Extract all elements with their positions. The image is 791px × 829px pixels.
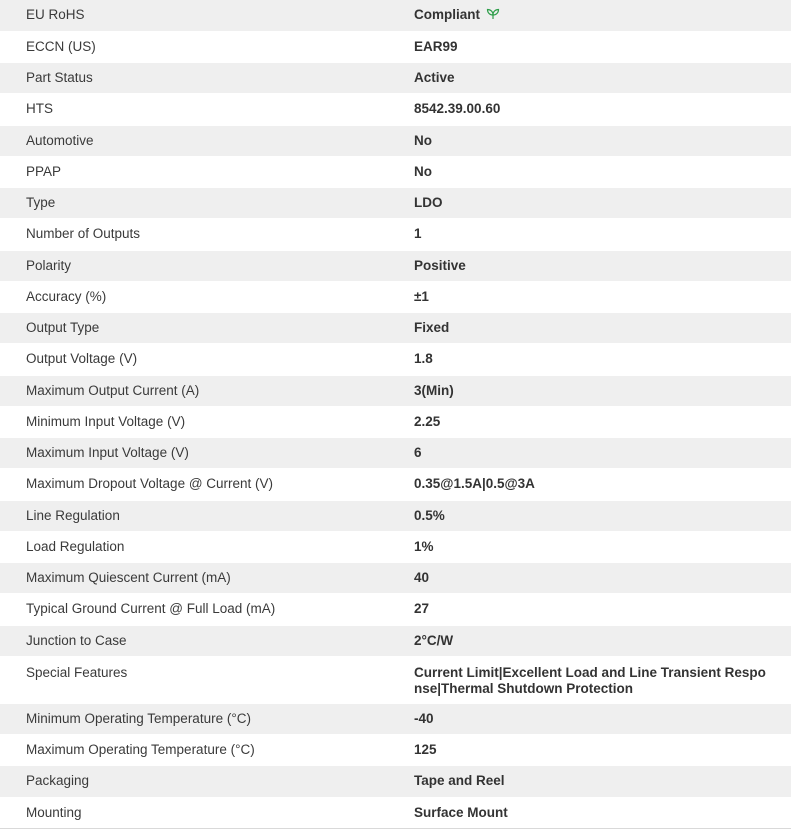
spec-value: Fixed — [388, 313, 791, 344]
spec-value: 0.5% — [388, 500, 791, 531]
spec-row-junction-to-case — [0, 625, 791, 656]
spec-label: HTS — [0, 94, 388, 125]
spec-label: Automotive — [0, 125, 388, 156]
spec-value: 40 — [388, 563, 791, 594]
spec-label: Minimum Input Voltage (V) — [0, 406, 388, 437]
spec-label: Line Regulation — [0, 500, 388, 531]
spec-value: 125 — [388, 735, 791, 766]
spec-row-typical-ground-current — [0, 594, 791, 625]
spec-value: 1% — [388, 531, 791, 562]
spec-value: No — [388, 156, 791, 187]
spec-row-polarity — [0, 250, 791, 281]
spec-row-mounting — [0, 797, 791, 828]
spec-value: 0.35@1.5A|0.5@3A — [388, 469, 791, 500]
spec-label: Packaging — [0, 766, 388, 797]
spec-row-maximum-operating-temperature — [0, 735, 791, 766]
spec-value: LDO — [388, 188, 791, 219]
spec-label: Maximum Output Current (A) — [0, 375, 388, 406]
spec-value: 1 — [388, 219, 791, 250]
spec-label: PPAP — [0, 156, 388, 187]
spec-value: 8542.39.00.60 — [388, 94, 791, 125]
spec-label: Type — [0, 188, 388, 219]
spec-row-ppap — [0, 156, 791, 187]
spec-value: Tape and Reel — [388, 766, 791, 797]
spec-label: Load Regulation — [0, 531, 388, 562]
spec-value: Current Limit|Excellent Load and Line Transient Response|Thermal Shutdown Protection — [388, 656, 791, 703]
spec-label: Part Status — [0, 63, 388, 94]
spec-value: No — [388, 125, 791, 156]
spec-row-special-features — [0, 656, 791, 703]
spec-row-maximum-output-current — [0, 375, 791, 406]
spec-label: Polarity — [0, 250, 388, 281]
spec-value: 27 — [388, 594, 791, 625]
spec-value: 1.8 — [388, 344, 791, 375]
spec-row-output-type — [0, 313, 791, 344]
leaf-icon — [486, 8, 500, 20]
spec-label: EU RoHS — [0, 0, 388, 31]
spec-value-cell — [388, 0, 791, 31]
spec-value: 2.25 — [388, 406, 791, 437]
spec-value: Active — [388, 63, 791, 94]
spec-label: Typical Ground Current @ Full Load (mA) — [0, 594, 388, 625]
spec-label: Maximum Operating Temperature (°C) — [0, 735, 388, 766]
spec-row-maximum-dropout-voltage — [0, 469, 791, 500]
spec-label: Minimum Operating Temperature (°C) — [0, 703, 388, 734]
spec-value: -40 — [388, 703, 791, 734]
spec-label: Accuracy (%) — [0, 281, 388, 312]
spec-label: Maximum Quiescent Current (mA) — [0, 563, 388, 594]
spec-row-maximum-quiescent-current — [0, 563, 791, 594]
spec-label: Mounting — [0, 797, 388, 828]
spec-value: 6 — [388, 438, 791, 469]
spec-value: Compliant — [414, 7, 480, 23]
spec-row-line-regulation — [0, 500, 791, 531]
spec-row-automotive — [0, 125, 791, 156]
spec-row-maximum-input-voltage — [0, 438, 791, 469]
spec-row-output-voltage — [0, 344, 791, 375]
spec-row-type — [0, 188, 791, 219]
spec-value: Positive — [388, 250, 791, 281]
spec-label: Maximum Dropout Voltage @ Current (V) — [0, 469, 388, 500]
spec-row-eu-rohs — [0, 0, 791, 31]
spec-label: Output Voltage (V) — [0, 344, 388, 375]
spec-value: Surface Mount — [388, 797, 791, 828]
spec-row-packaging — [0, 766, 791, 797]
spec-label: Junction to Case — [0, 625, 388, 656]
spec-value: ±1 — [388, 281, 791, 312]
spec-row-number-of-outputs — [0, 219, 791, 250]
spec-row-hts — [0, 94, 791, 125]
spec-label: Output Type — [0, 313, 388, 344]
spec-label: Maximum Input Voltage (V) — [0, 438, 388, 469]
spec-label: Special Features — [0, 656, 388, 703]
spec-value: EAR99 — [388, 31, 791, 62]
spec-row-eccn — [0, 31, 791, 62]
spec-value: 2°C/W — [388, 625, 791, 656]
spec-row-part-status — [0, 63, 791, 94]
spec-label: ECCN (US) — [0, 31, 388, 62]
spec-label: Number of Outputs — [0, 219, 388, 250]
spec-row-accuracy — [0, 281, 791, 312]
spec-row-minimum-input-voltage — [0, 406, 791, 437]
spec-row-minimum-operating-temperature — [0, 703, 791, 734]
spec-row-load-regulation — [0, 531, 791, 562]
spec-value: 3(Min) — [388, 375, 791, 406]
